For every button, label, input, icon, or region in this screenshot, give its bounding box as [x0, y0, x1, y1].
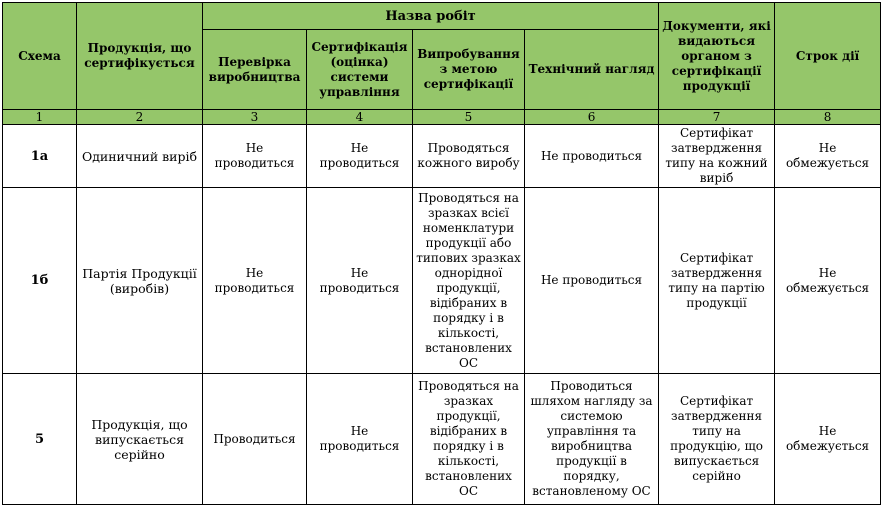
system-certification-cell: Не проводиться — [307, 188, 413, 374]
column-number: 3 — [203, 110, 307, 125]
table-row — [3, 188, 881, 374]
document-cell: Сертифікат затвердження типу на продукцію, що випускається серійно — [659, 374, 775, 505]
scheme-cell: 5 — [3, 374, 77, 505]
column-number: 4 — [307, 110, 413, 125]
validity-cell: Не обмежується — [775, 188, 881, 374]
production-check-cell: Не проводиться — [203, 125, 307, 188]
table-row — [3, 374, 881, 505]
supervision-cell: Не проводиться — [525, 188, 659, 374]
document-cell: Сертифікат затвердження типу на партію продукції — [659, 188, 775, 374]
system-certification-cell: Не проводиться — [307, 125, 413, 188]
system-certification-cell: Не проводиться — [307, 374, 413, 505]
header-system-certification: Сертифікація (оцінка) системи управління — [307, 30, 413, 110]
column-number: 8 — [775, 110, 881, 125]
column-number: 6 — [525, 110, 659, 125]
header-production-check: Перевірка виробництва — [203, 30, 307, 110]
supervision-cell: Проводиться шляхом нагляду за системою управління та виробництва продукції в порядку, встановленому ОС — [525, 374, 659, 505]
column-number: 2 — [77, 110, 203, 125]
testing-cell: Проводяться на зразках всієї номенклатури продукції або типових зразках однорідної продукції, відібраних в порядку і в кількості, встановлених ОС — [413, 188, 525, 374]
header-testing: Випробування з метою сертифікації — [413, 30, 525, 110]
product-cell: Одиничний виріб — [77, 125, 203, 188]
column-number: 5 — [413, 110, 525, 125]
product-cell: Продукція, що випускається серійно — [77, 374, 203, 505]
scheme-cell: 1б — [3, 188, 77, 374]
product-cell: Партія Продукції (виробів) — [77, 188, 203, 374]
header-works-group: Назва робіт — [203, 3, 659, 30]
header-documents: Документи, які видаються органом з сертифікації продукції — [659, 3, 775, 110]
supervision-cell: Не проводиться — [525, 125, 659, 188]
table-row — [3, 125, 881, 188]
column-number: 7 — [659, 110, 775, 125]
testing-cell: Проводяться кожного виробу — [413, 125, 525, 188]
validity-cell: Не обмежується — [775, 374, 881, 505]
header-validity: Строк дії — [775, 3, 881, 110]
header-product: Продукція, що сертифікується — [77, 3, 203, 110]
testing-cell: Проводяться на зразках продукції, відібраних в порядку і в кількості, встановлених ОС — [413, 374, 525, 505]
column-number: 1 — [3, 110, 77, 125]
header-technical-supervision: Технічний нагляд — [525, 30, 659, 110]
production-check-cell: Не проводиться — [203, 188, 307, 374]
validity-cell: Не обмежується — [775, 125, 881, 188]
document-cell: Сертифікат затвердження типу на кожний виріб — [659, 125, 775, 188]
production-check-cell: Проводиться — [203, 374, 307, 505]
scheme-cell: 1а — [3, 125, 77, 188]
header-scheme: Схема — [3, 3, 77, 110]
certification-schemes-table — [2, 2, 881, 505]
